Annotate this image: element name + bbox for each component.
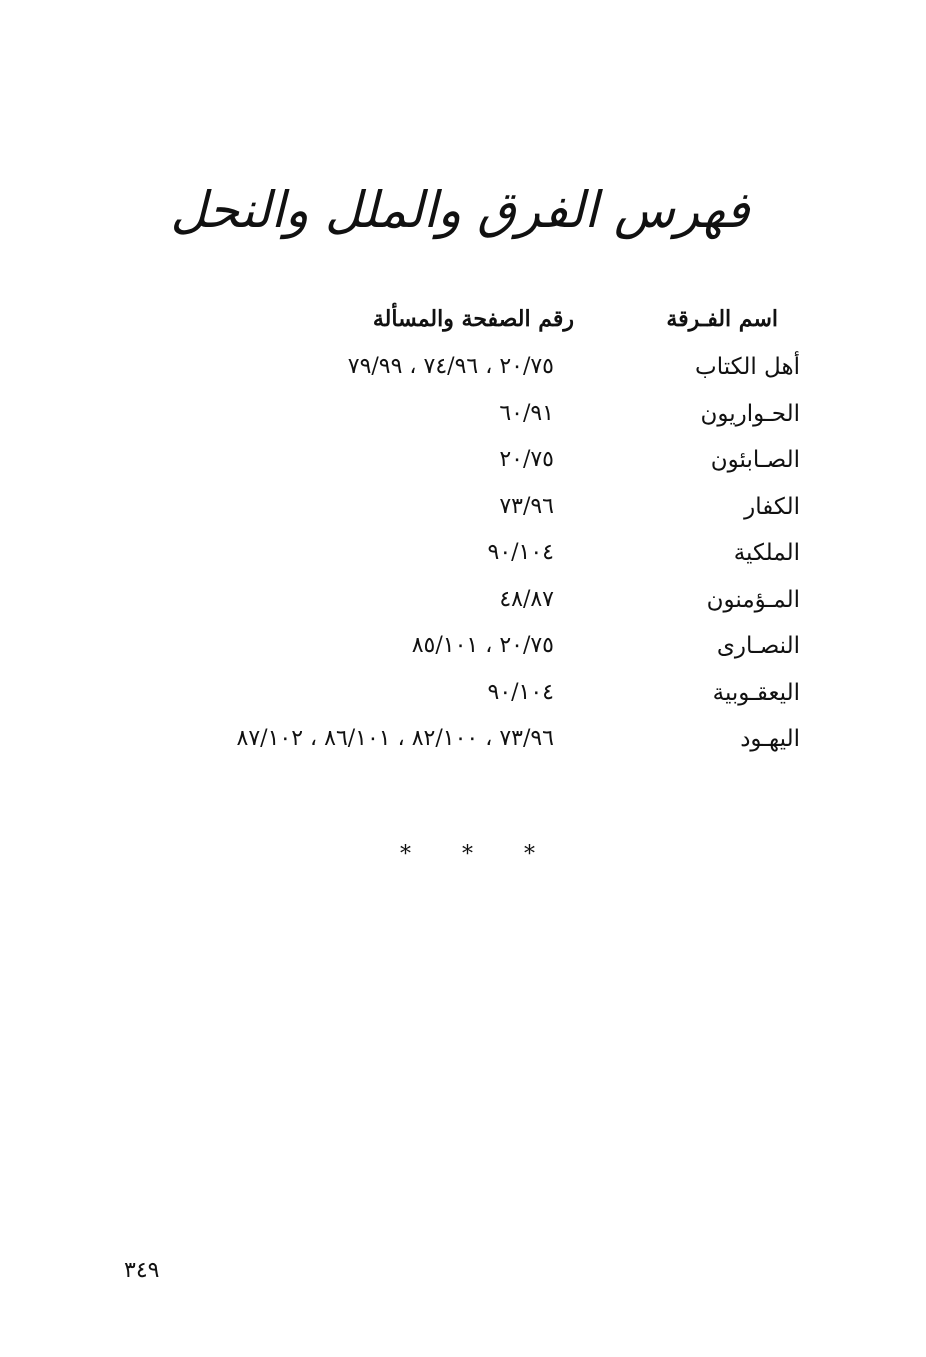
table-row <box>0 585 926 632</box>
page-refs: ٢٠/٧٥ <box>499 447 554 472</box>
sect-name: الصـابئون <box>710 447 800 473</box>
table-row <box>0 538 926 585</box>
page-number: ٣٤٩ <box>124 1258 160 1283</box>
sect-name: أهل الكتاب <box>695 354 800 380</box>
page-title: فهرس الفرق والملل والنحل <box>170 181 750 239</box>
table-row <box>0 678 926 725</box>
sect-name: الحـواريون <box>700 400 800 427</box>
table-row <box>0 724 926 771</box>
page-refs: ٩٠/١٠٤ <box>487 679 554 705</box>
table-row <box>0 399 926 446</box>
page-refs: ٩٠/١٠٤ <box>487 540 554 565</box>
table-row <box>0 492 926 539</box>
section-separator: * * * <box>400 842 557 867</box>
table-row <box>0 352 926 399</box>
sect-name: النصـارى <box>716 633 800 659</box>
header-sect-name: اسم الفـرقة <box>666 306 778 332</box>
page-refs: ٧٣/٩٦ ، ٨٢/١٠٠ ، ٨٦/١٠١ ، ٨٧/١٠٢ <box>236 726 554 751</box>
page-refs: ٦٠/٩١ <box>499 400 554 426</box>
sect-name: اليعقـوبية <box>712 679 800 706</box>
sect-name: المـؤمنون <box>706 586 800 613</box>
page-refs: ٢٠/٧٥ ، ٨٥/١٠١ <box>411 633 554 658</box>
table-row <box>0 445 926 492</box>
sect-name: الكفار <box>744 493 800 520</box>
page-refs: ٢٠/٧٥ ، ٧٤/٩٦ ، ٧٩/٩٩ <box>347 354 554 379</box>
page-refs: ٤٨/٨٧ <box>499 586 554 612</box>
sect-name: اليهـود <box>740 726 800 752</box>
index-table <box>0 352 926 771</box>
sect-name: الملكية <box>733 540 800 566</box>
header-page-issue: رقم الصفحة والمسألة <box>372 306 574 332</box>
page-refs: ٧٣/٩٦ <box>499 493 554 519</box>
table-row <box>0 631 926 678</box>
